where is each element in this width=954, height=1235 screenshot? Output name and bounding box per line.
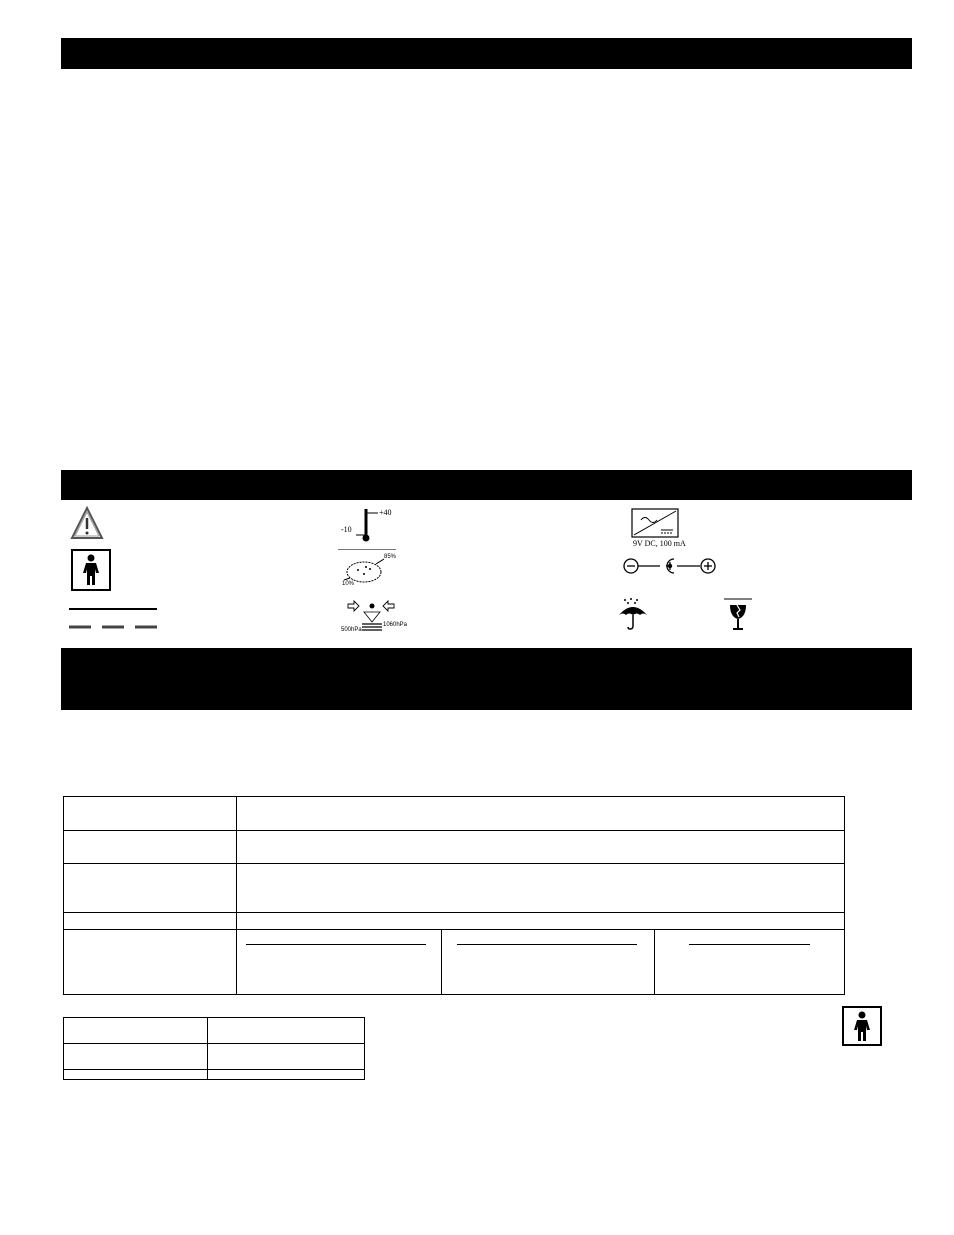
fragile-glass-icon [722,597,754,633]
table-cell [442,930,655,995]
table-cell [237,797,845,831]
temperature-low-label: -10 [341,525,352,534]
table-cell [237,913,845,930]
underline-rule [457,944,637,945]
table-cell [237,930,442,995]
table-row [64,831,845,864]
table-row [64,913,845,930]
table-row [64,1018,365,1044]
table-cell [208,1018,365,1044]
table-cell [64,930,237,995]
table-cell [655,930,845,995]
underline-rule [246,944,426,945]
section-header-bar-symbols [61,470,912,500]
power-supply-rating: 9V DC, 100 mA [633,539,686,548]
table-cell [237,864,845,913]
table-cell [237,831,845,864]
table-row [64,930,845,995]
table-row [64,864,845,913]
table-cell [64,831,237,864]
polarity-icon [622,557,718,575]
section-header-bar-1 [61,38,912,69]
table-cell [64,913,237,930]
humidity-low-label: 10% [342,581,355,587]
table-cell [208,1070,365,1080]
table-cell [64,1070,208,1080]
type-bf-applied-part-icon [842,1006,882,1046]
type-bf-applied-part-icon [71,549,111,591]
specification-table [63,796,845,995]
table-cell [64,797,237,831]
divider-line [338,549,396,550]
table-cell [64,864,237,913]
temperature-high-label: +40 [379,508,392,517]
table-row [64,1044,365,1070]
temperature-limit-icon [338,505,398,545]
pressure-low-label: 500hPa [341,627,362,633]
table-cell [64,1044,208,1070]
humidity-high-label: 85% [384,554,397,560]
power-supply-icon [629,508,689,548]
pressure-high-label: 1060hPa [383,622,408,628]
table-row [64,1070,365,1080]
table-row [64,797,845,831]
table-cell [64,1018,208,1044]
underline-rule [689,944,810,945]
table-cell [208,1044,365,1070]
small-table [63,1017,365,1080]
atmospheric-pressure-icon [340,598,410,634]
keep-dry-umbrella-icon [617,597,649,631]
section-header-bar-3 [61,648,912,710]
humidity-limit-icon [340,554,400,590]
warning-triangle-icon [70,505,104,541]
direct-current-icon [69,606,159,632]
